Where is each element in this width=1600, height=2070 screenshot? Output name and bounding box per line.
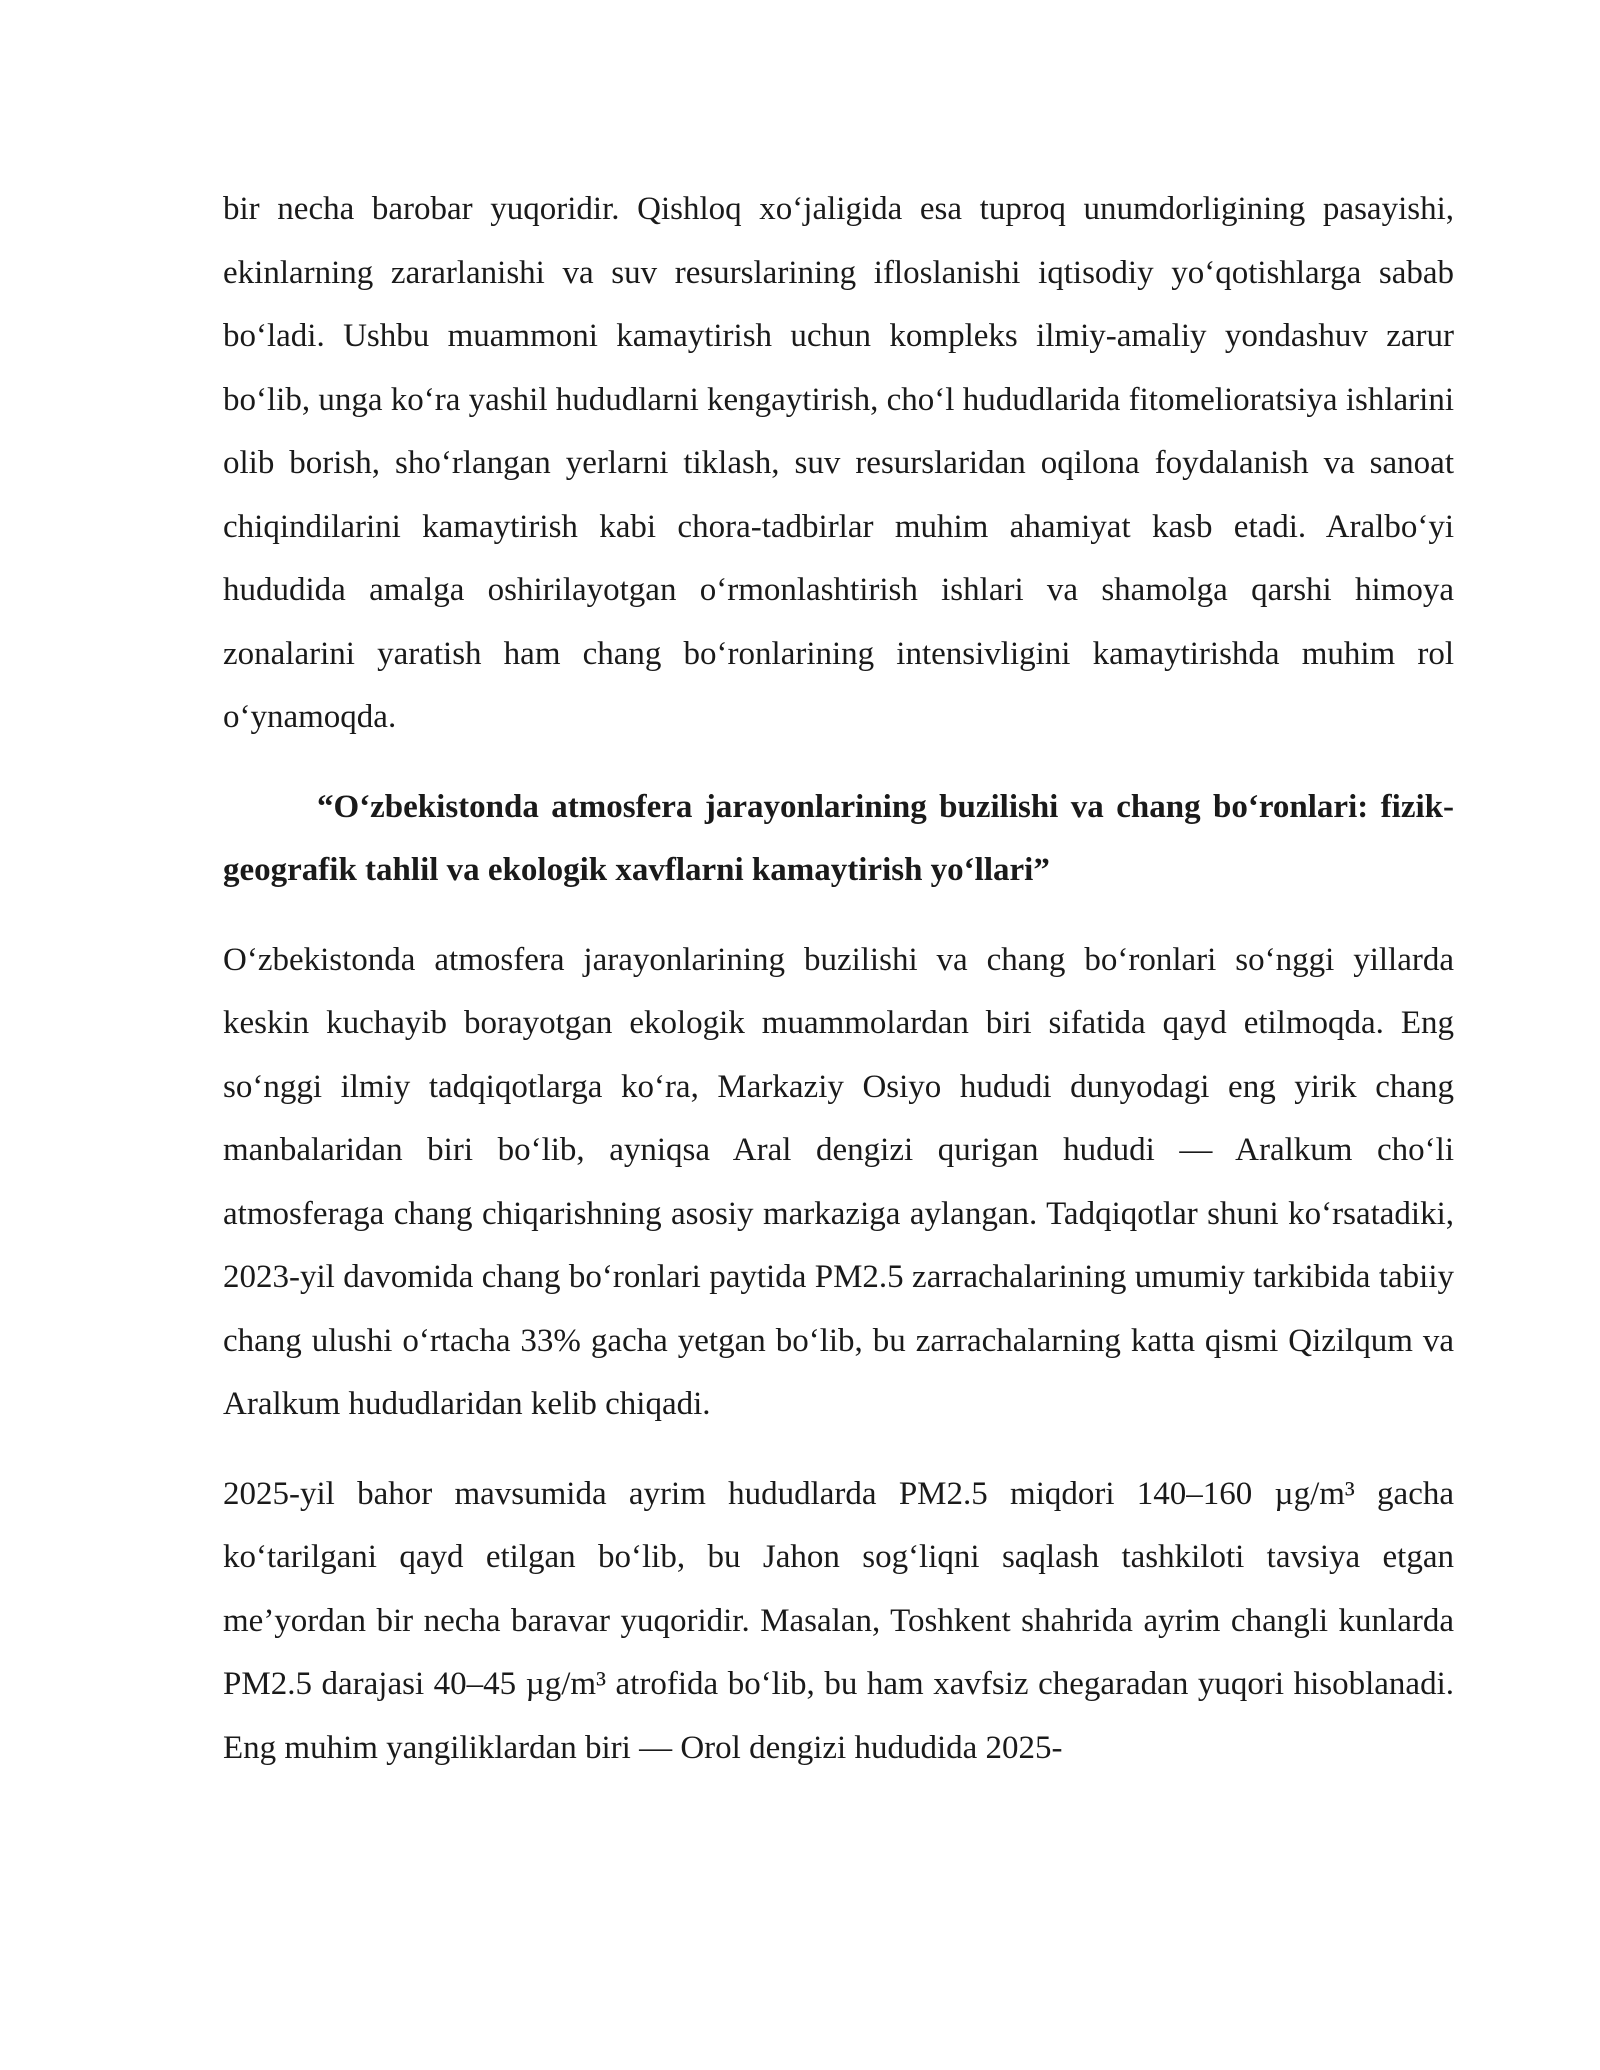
body-paragraph: 2025-yil bahor mavsumida ayrim hududlarda PM2.5 miqdori 140–160 µg/m³ gacha ko‘tarilgani qayd etilgan bo‘lib, bu Jahon sog‘liqni saqlash tashkiloti tavsiya etgan me’yordan bir necha baravar yuqoridir. Masalan, Toshkent shahrida ayrim changli kunlarda PM2.5 darajasi 40–45 µg/m³ atrofida bo‘lib, bu ham xavfsiz chegaradan yuqori hisoblanadi. Eng muhim yangiliklardan biri — Orol dengizi hududida 2025- [223, 1475, 1454, 1766]
section-heading: “O‘zbekistonda atmosfera jarayonlarining buzilishi va chang bo‘ronlari: fizik-geografik tahlil va ekologik xavflarni kamaytirish yo‘llari” [223, 788, 1454, 888]
document-body [223, 178, 1454, 1780]
body-paragraph: O‘zbekistonda atmosfera jarayonlarining buzilishi va chang bo‘ronlari so‘nggi yillarda keskin kuchayib borayotgan ekologik muammolardan biri sifatida qayd etilmoqda. Eng so‘nggi ilmiy tadqiqotlarga ko‘ra, Markaziy Osiyo hududi dunyodagi eng yirik chang manbalaridan biri bo‘lib, ayniqsa Aral dengizi qurigan hududi — Aralkum cho‘li atmosferaga chang chiqarishning asosiy markaziga aylangan. Tadqiqotlar shuni ko‘rsatadiki, 2023-yil davomida chang bo‘ronlari paytida PM2.5 zarrachalarining umumiy tarkibida tabiiy chang ulushi o‘rtacha 33% gacha yetgan bo‘lib, bu zarrachalarning katta qismi Qizilqum va Aralkum hududlaridan kelib chiqadi. [223, 941, 1454, 1422]
body-paragraph: bir necha barobar yuqoridir. Qishloq xo‘jaligida esa tuproq unumdorligining pasayishi, ekinlarning zararlanishi va suv resurslarining ifloslanishi iqtisodiy yo‘qotishlarga sabab bo‘ladi. Ushbu muammoni kamaytirish uchun kompleks ilmiy-amaliy yondashuv zarur bo‘lib, unga ko‘ra yashil hududlarni kengaytirish, cho‘l hududlarida fitomelioratsiya ishlarini olib borish, sho‘rlangan yerlarni tiklash, suv resurslaridan oqilona foydalanish va sanoat chiqindilarini kamaytirish kabi chora-tadbirlar muhim ahamiyat kasb etadi. Aralbo‘yi hududida amalga oshirilayotgan o‘rmonlashtirish ishlari va shamolga qarshi himoya zonalarini yaratish ham chang bo‘ronlarining intensivligini kamaytirishda muhim rol o‘ynamoqda. [223, 191, 1454, 735]
